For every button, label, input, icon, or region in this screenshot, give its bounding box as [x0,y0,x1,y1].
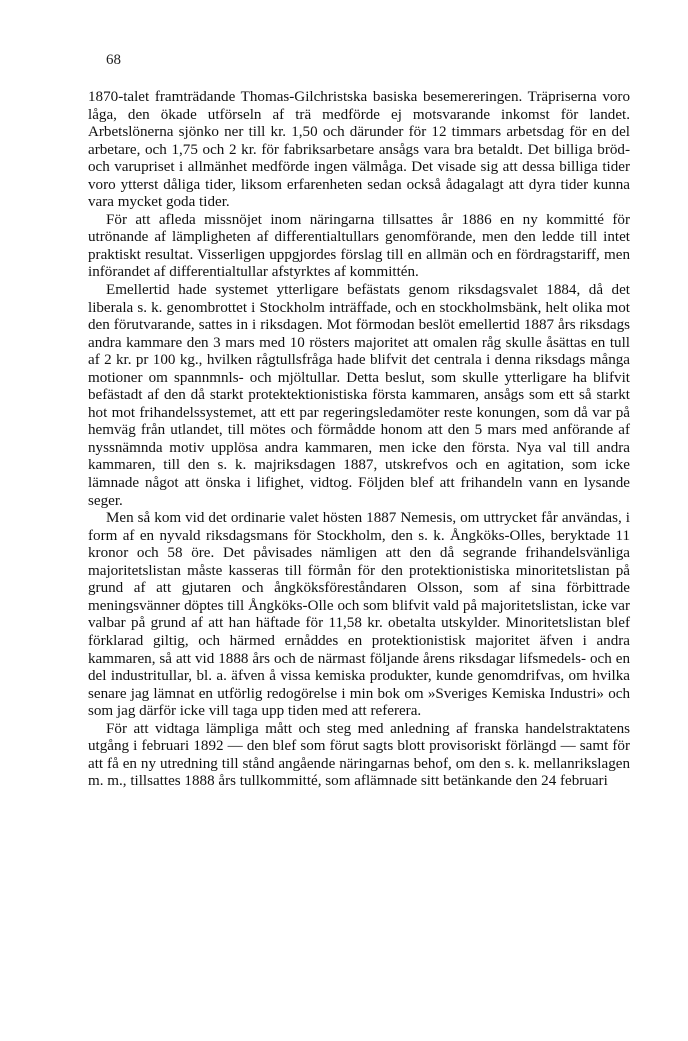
paragraph: Men så kom vid det ordinarie valet hösten 1887 Nemesis, om uttrycket får användas, i form af en nyvald riksdagsmans för Stockholm, den s. k. Ångköks-Olles, beryktade 11 kronor och 58 öre. Det påvisades nämligen att den då segrande frihandelsvänliga majoritetslistan måste kasseras till förmån för den protektionistiska minoritetslistan på grund af att gjutaren och ångköksföreståndaren Olsson, som af sina förbittrade meningsvänner döptes till Ångköks-Olle och som blifvit vald på majoritetslistan, icke var valbar på grund af att han häftade för 11,58 kr. obetalta utskylder. Minoritetslistan blef förklarad giltig, och härmed ernåddes en protektionistisk majoritet äfven i andra kammaren, så att vid 1888 års och de närmast följande årens riksdagar lifsmedels- och en del industritullar, bl. a. äfven å vissa kemiska produkter, kunde genomdrifvas, om hvilka senare jag lämnat en utförlig redogörelse i min bok om »Sveriges Kemiska Industri» och som jag därför icke vill taga upp tiden med att referera. [88,510,630,720]
paragraph: 1870-talet framträdande Thomas-Gilchristska basiska besemereringen. Träpriserna voro låga, den ökade utförseln af trä medförde ej motsvarande inkomst för landet. Arbetslönerna sjönko ner till kr. 1,50 och därunder för 12 timmars arbetsdag för en del arbetare, och 1,75 och 2 kr. för fabriksarbetare ansågs vara bra betaldt. Det billiga bröd- och varupriset i allmänhet medförde ingen välmåga. Det visade sig att dessa billiga tider voro ytterst dåliga tider, liksom erfarenheten sedan också ådagalagt att dyra tider kunna vara mycket goda tider. [88,89,630,211]
paragraph: För att vidtaga lämpliga mått och steg med anledning af franska handelstraktatens utgång i februari 1892 — den blef som förut sagts blott provisoriskt förlängd — samt för att få en ny utredning till stånd angående näringarnas behof, om den s. k. mellanrikslagen m. m., tillsattes 1888 års tullkommitté, som aflämnade sitt betänkande den 24 februari [88,720,630,790]
paragraph: Emellertid hade systemet ytterligare befästats genom riksdagsvalet 1884, då det liberala s. k. genombrottet i Stockholm inträffade, och en stockholmsbänk, helt olika mot den förutvarande, sattes in i riksdagen. Mot förmodan beslöt emellertid 1887 års riksdags andra kammare den 3 mars med 10 rösters majoritet att omalen råg skulle åsättas en tull af 2 kr. pr 100 kg., hvilken rågtullsfråga hade blifvit det centrala i denna riksdags många motioner om spannmnls- och mjöltullar. Detta beslut, som skulle ytterligare ha blifvit befästadt af den då starkt protektektionistiska första kammaren, ansågs som ett så starkt hot mot frihandelssystemet, att ett par regeringsledamöter reste konungen, som då var på hemväg från utlandet, till mötes och förmådde honom att den 5 mars med anförande af nyssnämnda motiv upplösa andra kammaren, men icke den första. Nya val till andra kammaren, till den s. k. majriksdagen 1887, utskrefvos och en agitation, som icke lämnade något att önska i lifighet, vidtog. Följden blef att frihandeln vann en lysande seger. [88,282,630,509]
body-text [88,89,630,791]
page-number: 68 [106,52,121,68]
paragraph: För att afleda missnöjet inom näringarna tillsattes år 1886 en ny kommitté för utrönande af lämpligheten af differentialtullars genomförande, men den ledde till intet praktiskt resultat. Visserligen uppgjordes förslag till en allmän och en fördragstariff, men införandet af differentialtullar afstyrktes af kommittén. [88,211,630,281]
